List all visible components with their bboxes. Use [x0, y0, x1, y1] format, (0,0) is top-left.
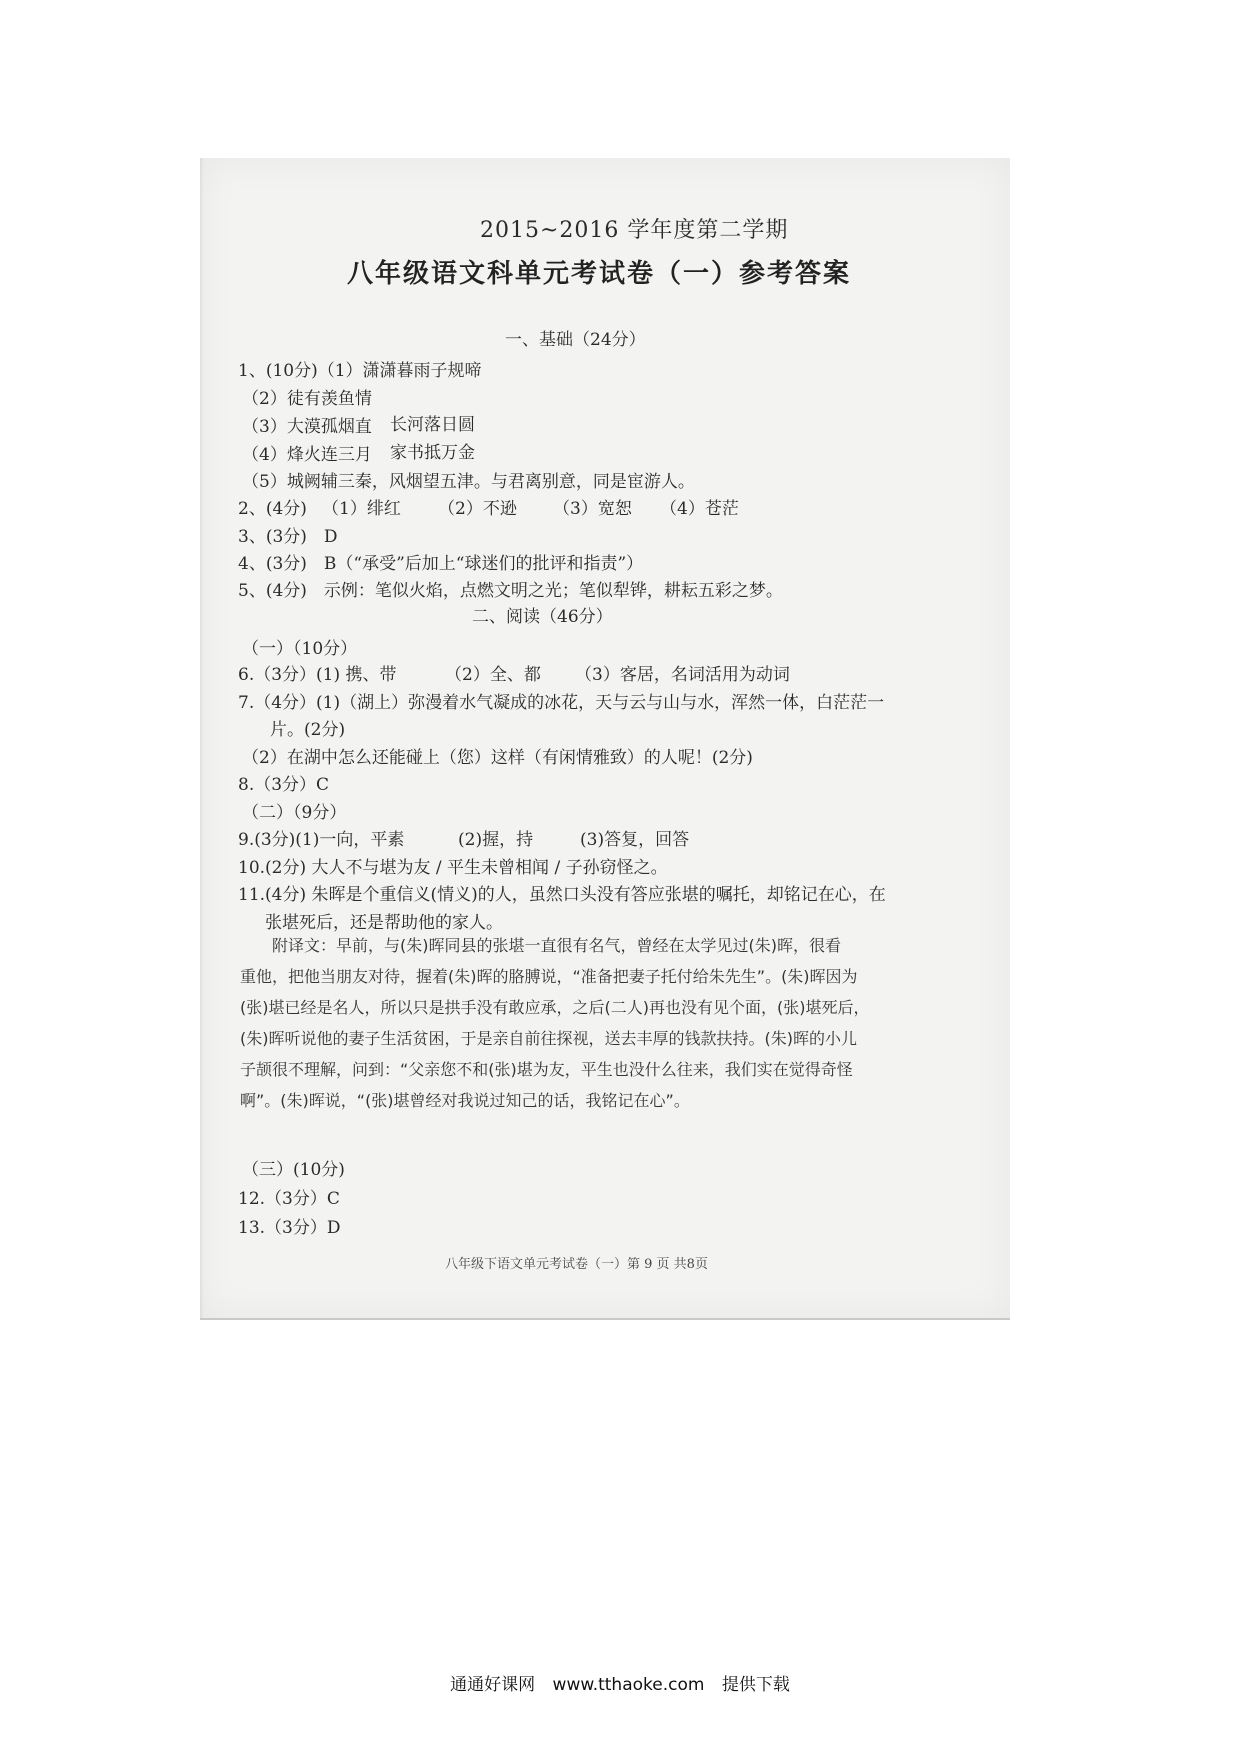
section-1-heading: 一、基础（24分） — [505, 330, 646, 350]
translation-line: 子颉很不理解，问到：“父亲您不和(张)堪为友，平生也没什么往来，我们实在觉得奇怪 — [240, 1060, 853, 1079]
q12-answer: 12.（3分）C — [238, 1189, 340, 1209]
translation-block — [240, 930, 869, 1116]
year-line: 2015~2016 学年度第二学期 — [480, 218, 789, 243]
q2-item-2: （2）不逊 — [438, 499, 517, 519]
q7-line3: （2）在湖中怎么还能碰上（您）这样（有闲情雅致）的人呢！(2分) — [242, 748, 753, 768]
scanned-answer-sheet — [200, 158, 1010, 1320]
q1-item3a: （3）大漠孤烟直 — [242, 417, 372, 437]
scan-shadow-edge — [200, 158, 204, 1318]
q7-line2: 片。(2分) — [270, 720, 346, 740]
q1-item3b: 长河落日圆 — [390, 415, 475, 435]
site-name: 通通好课网 — [450, 1675, 536, 1695]
translation-line: 重他，把他当朋友对待，握着(朱)晖的胳膊说，“准备把妻子托付给朱先生”。(朱)晖因为 — [240, 967, 858, 986]
q8-answer: 8.（3分）C — [238, 775, 330, 795]
section-2-heading: 二、阅读（46分） — [472, 607, 613, 627]
q1-item5: （5）城阙辅三秦，风烟望五津。与君离别意，同是宦游人。 — [242, 472, 695, 492]
q1-line1: 1、(10分)（1）潇潇暮雨子规啼 — [238, 361, 482, 381]
q6-a: 6.（3分）(1) 携、带 — [238, 665, 397, 685]
q2-item-3: （3）宽恕 — [553, 499, 632, 519]
q5-answer: 5、(4分) 示例：笔似火焰，点燃文明之光；笔似犁铧，耕耘五彩之梦。 — [238, 581, 783, 601]
translation-line: (张)堪已经是名人，所以只是拱手没有敢应承，之后(二人)再也没有见个面，(张)堪死后， — [240, 998, 870, 1017]
q3-answer: 3、(3分) D — [238, 527, 338, 547]
q2-item-1: （1）绯红 — [322, 499, 401, 519]
q9-c: (3)答复，回答 — [580, 830, 690, 850]
q10-answer: 10.(2分) 大人不与堪为友 / 平生未曾相闻 / 子孙窃怪之。 — [238, 858, 668, 878]
part-3-heading: （三）(10分) — [242, 1160, 345, 1180]
site-note: 提供下载 — [721, 1675, 790, 1695]
q2-item-4: （4）苍茫 — [660, 499, 739, 519]
q9-a: 9.(3分)(1)一向，平素 — [238, 830, 405, 850]
q7-line1: 7.（4分）(1)（湖上）弥漫着水气凝成的冰花，天与云与山与水，浑然一体，白茫茫一 — [238, 693, 885, 713]
q1-item4b: 家书抵万金 — [390, 443, 475, 463]
site-footer — [0, 1670, 1240, 1695]
q4-answer: 4、(3分) B（“承受”后加上“球迷们的批评和指责”） — [238, 554, 644, 574]
q1-item4a: （4）烽火连三月 — [242, 445, 372, 465]
q1-item2: （2）徒有羡鱼情 — [242, 389, 372, 409]
translation-line: (朱)晖听说他的妻子生活贫困，于是亲自前往探视，送去丰厚的钱款扶持。(朱)晖的小儿 — [240, 1029, 857, 1048]
document-title: 八年级语文科单元考试卷（一）参考答案 — [347, 259, 852, 289]
q6-c: （3）客居，名词活用为动词 — [575, 665, 790, 685]
q6-b: （2）全、都 — [445, 665, 541, 685]
q9-b: (2)握，持 — [458, 830, 534, 850]
site-url[interactable]: www.tthaoke.com — [552, 1675, 705, 1695]
q13-answer: 13.（3分）D — [238, 1218, 341, 1238]
translation-line: 啊”。(朱)晖说，“(张)堪曾经对我说过知己的话，我铭记在心”。 — [240, 1091, 690, 1110]
q11-line1: 11.(4分) 朱晖是个重信义(情义)的人，虽然口头没有答应张堪的嘱托，却铭记在心，在 — [238, 885, 886, 905]
q11-line2: 张堪死后，还是帮助他的家人。 — [265, 913, 503, 933]
part-2-heading: （二）（9分） — [242, 803, 347, 823]
part-1-heading: （一）（10分） — [242, 639, 358, 659]
q2-prefix: 2、(4分) — [238, 499, 307, 519]
translation-line: 附译文：早前，与(朱)晖同县的张堪一直很有名气，曾经在太学见过(朱)晖，很看 — [272, 936, 841, 955]
scan-page-footer: 八年级下语文单元考试卷（一）第 9 页 共8页 — [445, 1257, 708, 1272]
